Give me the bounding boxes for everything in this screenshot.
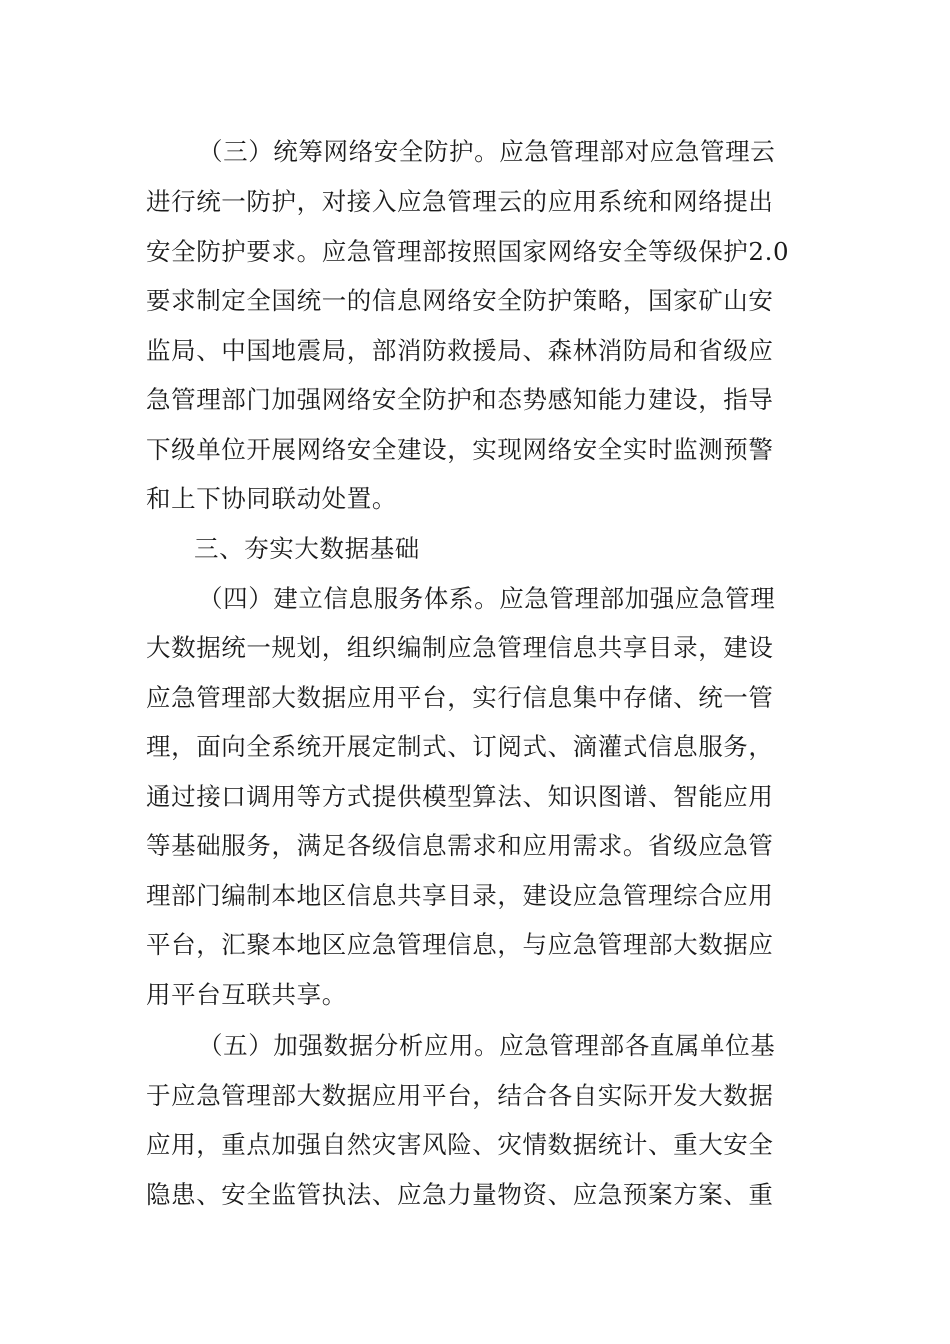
paragraph-line: （三）统筹网络安全防护。应急管理部对应急管理云 xyxy=(198,137,776,166)
paragraph-line: 要求制定全国统一的信息网络安全防护策略，国家矿山安 xyxy=(146,286,774,315)
paragraph-line: 平台，汇聚本地区应急管理信息，与应急管理部大数据应 xyxy=(146,930,774,959)
paragraph-line: 下级单位开展网络安全建设，实现网络安全实时监测预警 xyxy=(146,435,774,464)
paragraph-line: 应急管理部大数据应用平台，实行信息集中存储、统一管 xyxy=(146,683,774,712)
paragraph-line: 进行统一防护，对接入应急管理云的应用系统和网络提出 xyxy=(146,187,774,216)
paragraph-line: 应用，重点加强自然灾害风险、灾情数据统计、重大安全 xyxy=(146,1130,774,1159)
paragraph-line: 等基础服务，满足各级信息需求和应用需求。省级应急管 xyxy=(146,831,774,860)
paragraph-line: （五）加强数据分析应用。应急管理部各直属单位基 xyxy=(198,1031,776,1060)
paragraph-line: 和上下协同联动处置。 xyxy=(146,484,397,513)
paragraph-line: 隐患、安全监管执法、应急力量物资、应急预案方案、重 xyxy=(146,1180,774,1209)
paragraph-line: 于应急管理部大数据应用平台，结合各自实际开发大数据 xyxy=(146,1081,774,1110)
paragraph-line: 急管理部门加强网络安全防护和态势感知能力建设，指导 xyxy=(146,385,774,414)
paragraph-line: 理部门编制本地区信息共享目录，建设应急管理综合应用 xyxy=(146,881,774,910)
paragraph-line: 通过接口调用等方式提供模型算法、知识图谱、智能应用 xyxy=(146,782,774,811)
paragraph-line: （四）建立信息服务体系。应急管理部加强应急管理 xyxy=(198,584,776,613)
paragraph-line: 理，面向全系统开展定制式、订阅式、滴灌式信息服务， xyxy=(146,732,774,761)
paragraph-line: 大数据统一规划，组织编制应急管理信息共享目录，建设 xyxy=(146,633,774,662)
section-heading: 三、夯实大数据基础 xyxy=(194,534,420,563)
paragraph-line: 安全防护要求。应急管理部按照国家网络安全等级保护2.0 xyxy=(146,237,790,266)
paragraph-line: 监局、中国地震局，部消防救援局、森林消防局和省级应 xyxy=(146,336,774,365)
paragraph-line: 用平台互联共享。 xyxy=(146,980,347,1009)
